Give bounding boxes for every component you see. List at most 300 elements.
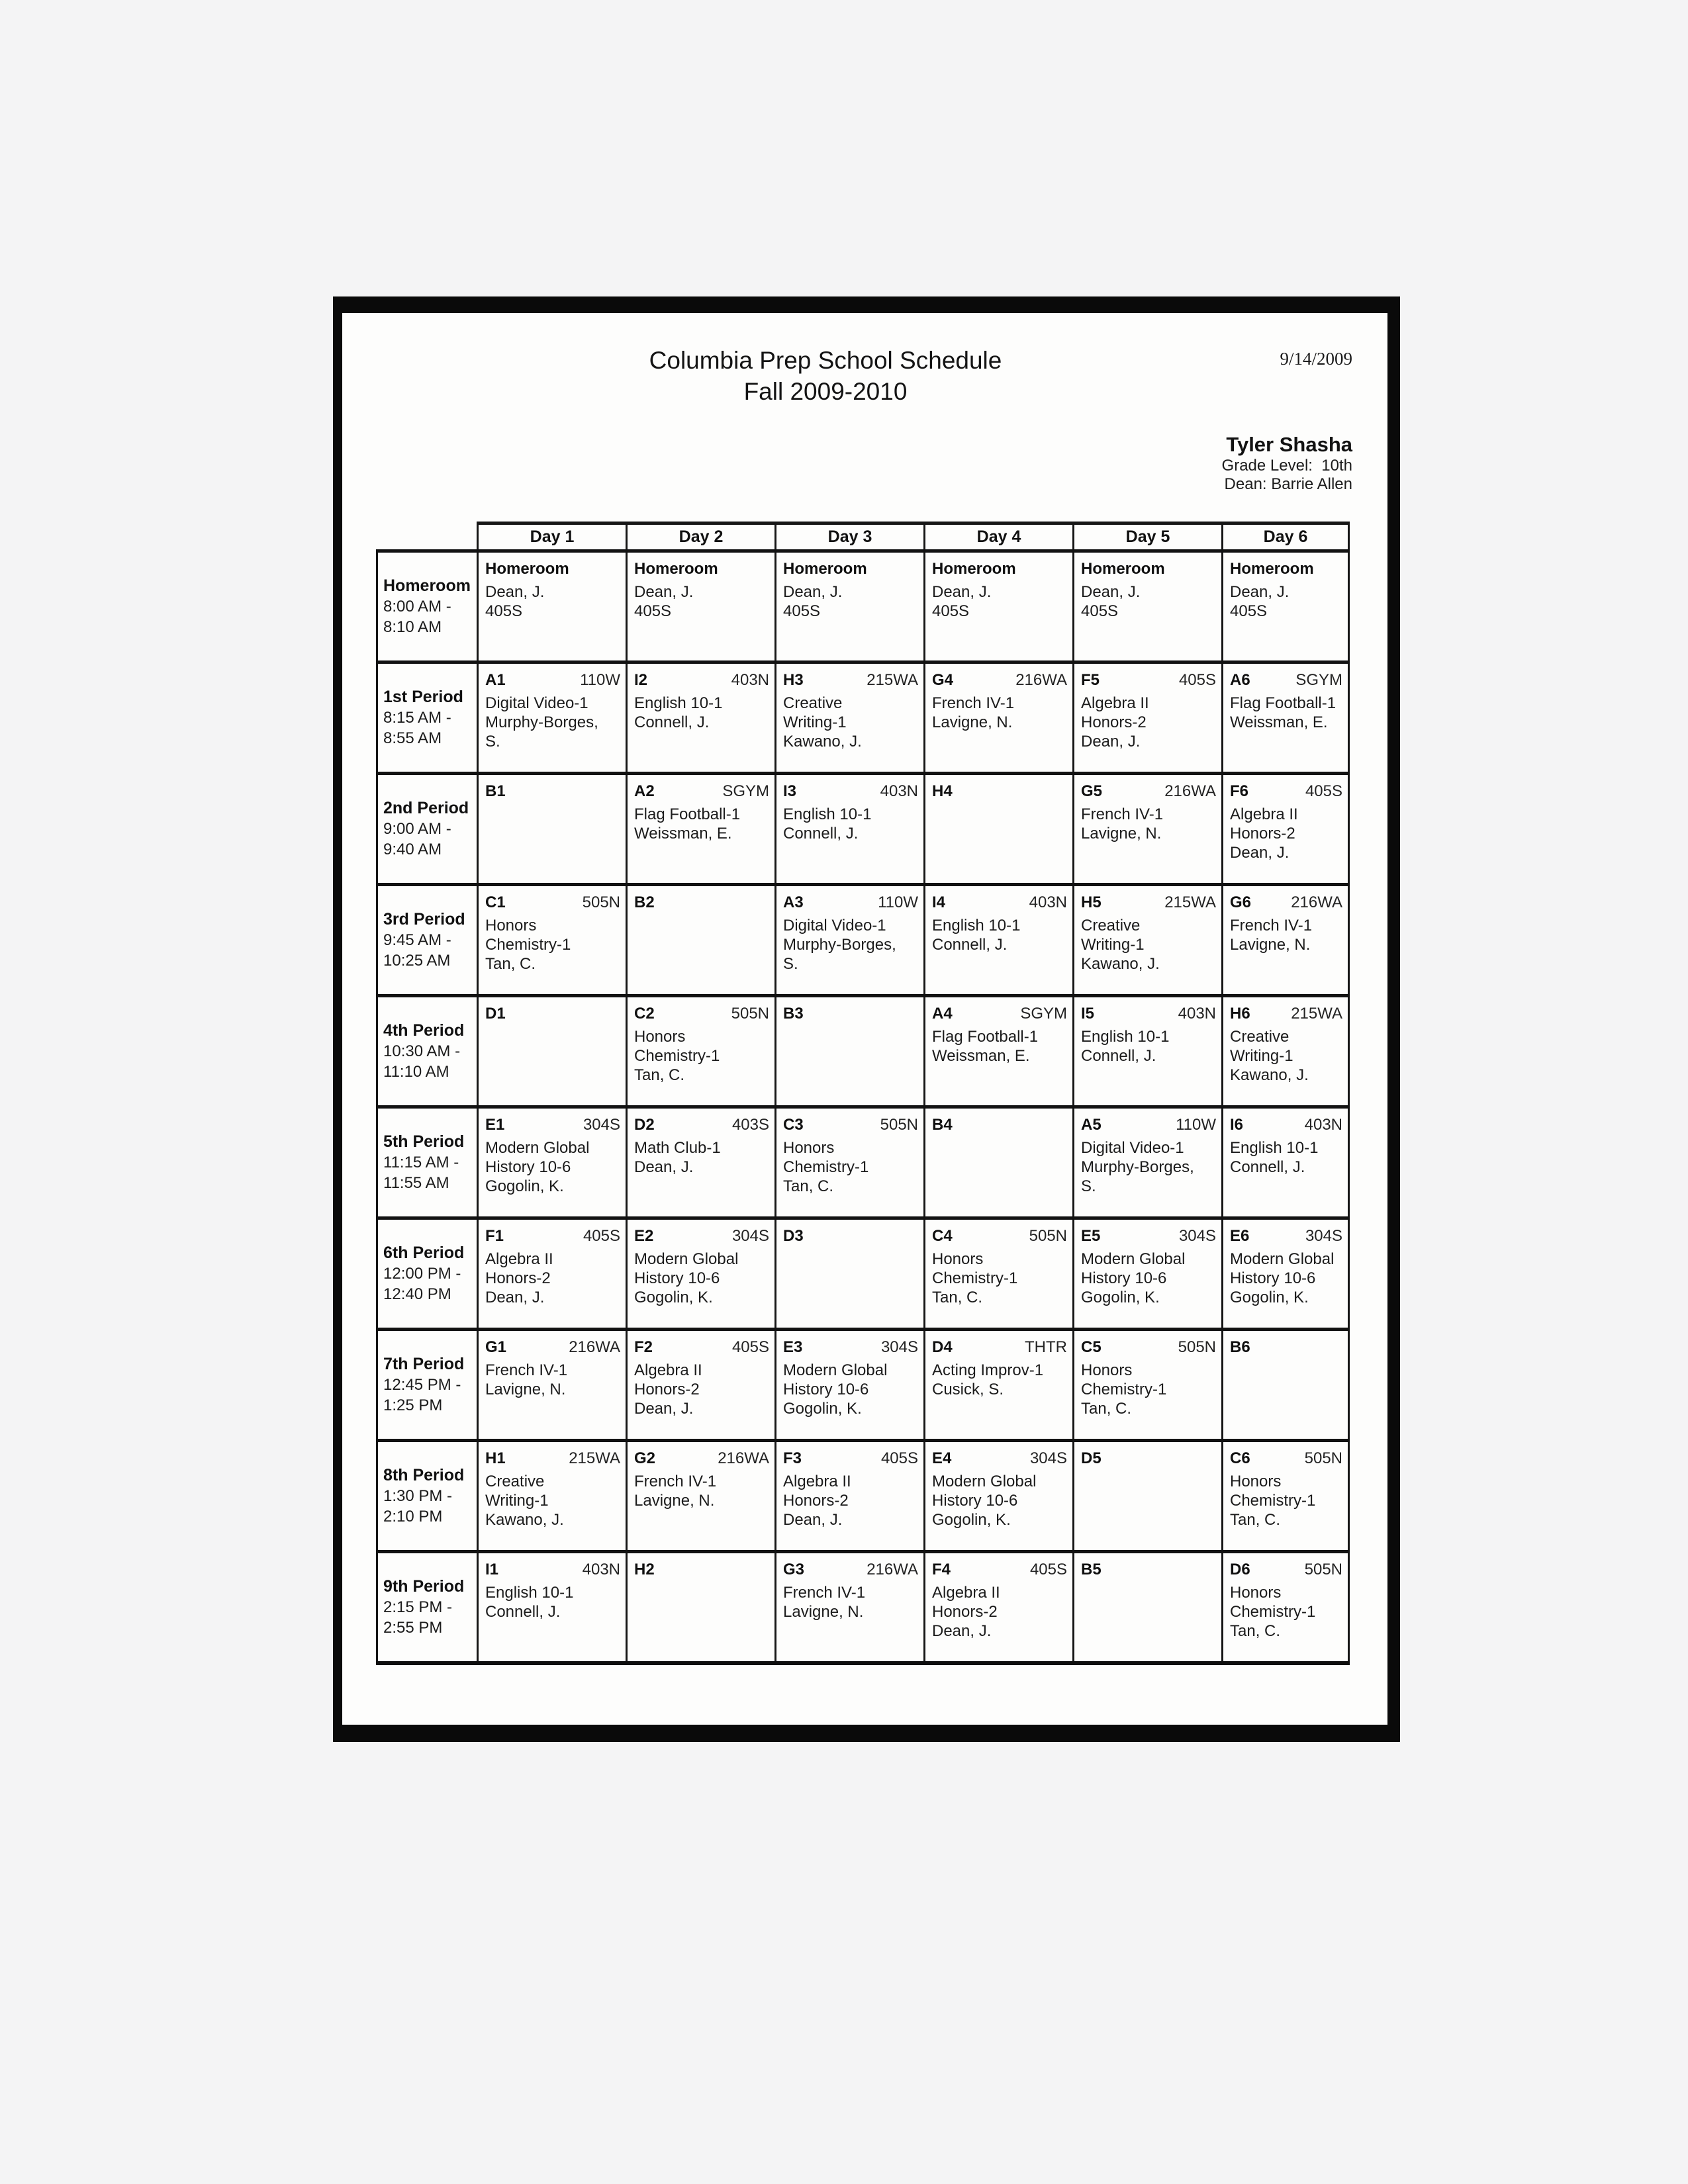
class-cell — [1074, 774, 1223, 885]
class-line: Algebra II — [634, 1361, 702, 1379]
class-line: Honors — [1081, 1361, 1133, 1379]
period-time-end: 11:10 AM — [383, 1063, 449, 1081]
class-room: 110W — [1176, 1116, 1216, 1134]
class-cell-head — [783, 1115, 918, 1134]
class-cell-head — [932, 670, 1067, 690]
class-line: Chemistry-1 — [1230, 1492, 1316, 1510]
class-room: 304S — [1305, 1227, 1342, 1245]
class-code: A6 — [1230, 671, 1250, 689]
class-code: B6 — [1230, 1338, 1250, 1356]
class-cell-head — [1081, 670, 1216, 690]
class-room: SGYM — [1295, 671, 1342, 689]
class-room: 403N — [1178, 1005, 1216, 1023]
class-line: Weissman, E. — [932, 1047, 1030, 1065]
class-room: 110W — [878, 893, 918, 911]
class-code: B4 — [932, 1116, 953, 1134]
class-code: F2 — [634, 1338, 653, 1356]
class-room: 505N — [582, 893, 620, 911]
print-date: 9/14/2009 — [1280, 349, 1352, 369]
class-cell-head — [783, 670, 918, 690]
class-line: French IV-1 — [932, 694, 1015, 712]
class-room: 215WA — [1291, 1005, 1342, 1023]
class-line: Chemistry-1 — [1081, 1381, 1167, 1398]
class-code: D3 — [783, 1227, 804, 1245]
period-time-start: 12:00 PM - — [383, 1265, 461, 1283]
period-name: 4th Period — [383, 1021, 465, 1040]
class-code: D6 — [1230, 1561, 1250, 1578]
class-line: Flag Football-1 — [1230, 694, 1336, 712]
schedule-row — [377, 1107, 1349, 1218]
class-cell-head — [1230, 893, 1342, 912]
class-room: 505N — [1304, 1449, 1342, 1467]
day-header: Day 5 — [1074, 523, 1223, 551]
class-line: Creative — [485, 1473, 545, 1490]
period-label-cell — [377, 1107, 478, 1218]
class-cell-head — [783, 1226, 918, 1246]
class-room: 505N — [1178, 1338, 1216, 1356]
class-line: Tan, C. — [485, 955, 536, 973]
class-code: Homeroom — [783, 560, 867, 578]
class-cell — [1223, 551, 1349, 662]
class-code: H5 — [1081, 893, 1102, 911]
class-line: Honors — [1230, 1584, 1282, 1602]
class-cell-head — [1230, 1226, 1342, 1246]
day-header: Day 2 — [627, 523, 776, 551]
class-cell — [1223, 996, 1349, 1107]
day-header: Day 4 — [925, 523, 1074, 551]
class-room: 505N — [880, 1116, 918, 1134]
class-line: English 10-1 — [932, 917, 1021, 934]
class-cell — [776, 1107, 925, 1218]
class-code: G2 — [634, 1449, 656, 1467]
class-line: Writing-1 — [1230, 1047, 1293, 1065]
class-line: Tan, C. — [1230, 1511, 1281, 1529]
class-cell — [1074, 662, 1223, 774]
class-code: G5 — [1081, 782, 1103, 800]
class-cell — [627, 996, 776, 1107]
class-cell-head — [932, 1338, 1067, 1357]
class-line: Chemistry-1 — [485, 936, 571, 954]
class-code: H4 — [932, 782, 953, 800]
class-cell — [776, 1218, 925, 1330]
class-code: I3 — [783, 782, 797, 800]
class-cell-head — [1081, 1560, 1216, 1579]
class-cell — [925, 662, 1074, 774]
period-label-cell — [377, 551, 478, 662]
class-line: Connell, J. — [1081, 1047, 1156, 1065]
class-cell-head — [1081, 1338, 1216, 1357]
class-code: A4 — [932, 1005, 953, 1023]
class-cell — [776, 1330, 925, 1441]
period-label-cell — [377, 774, 478, 885]
class-code: A1 — [485, 671, 506, 689]
class-line: 405S — [485, 602, 523, 620]
class-line: Dean, J. — [783, 583, 843, 601]
period-name: 1st Period — [383, 688, 463, 706]
period-label-cell — [377, 885, 478, 996]
class-cell — [1223, 1107, 1349, 1218]
class-cell — [478, 885, 627, 996]
class-line: Honors — [634, 1028, 686, 1046]
class-code: H2 — [634, 1561, 655, 1578]
class-cell-head — [1230, 1560, 1342, 1579]
class-line: Flag Football-1 — [932, 1028, 1039, 1046]
class-cell — [478, 662, 627, 774]
class-line: Modern Global — [1081, 1250, 1186, 1268]
class-room: 403N — [1029, 893, 1067, 911]
class-line: Creative — [1081, 917, 1141, 934]
class-cell — [627, 1552, 776, 1663]
student-grade-level: Grade Level: 10th — [1221, 457, 1352, 475]
class-line: Digital Video-1 — [485, 694, 588, 712]
class-cell — [925, 551, 1074, 662]
class-code: A3 — [783, 893, 804, 911]
class-cell-head — [1230, 559, 1342, 578]
class-line: French IV-1 — [1230, 917, 1313, 934]
class-line: Modern Global — [932, 1473, 1037, 1490]
class-cell-head — [932, 1560, 1067, 1579]
class-room: 403N — [731, 671, 769, 689]
schedule-row — [377, 1218, 1349, 1330]
class-line: S. — [783, 955, 798, 973]
class-cell — [925, 774, 1074, 885]
period-time-start: 2:15 PM - — [383, 1598, 453, 1616]
class-cell-head — [634, 1004, 769, 1023]
class-cell-head — [1081, 782, 1216, 801]
class-line: S. — [485, 733, 500, 751]
period-label-cell — [377, 1441, 478, 1552]
class-cell-head — [485, 1338, 620, 1357]
page-body — [342, 313, 1387, 1725]
class-line: Algebra II — [1081, 694, 1149, 712]
class-line: Honors-2 — [485, 1269, 551, 1287]
class-line: Dean, J. — [634, 583, 694, 601]
class-code: H6 — [1230, 1005, 1250, 1023]
class-line: Dean, J. — [485, 583, 545, 601]
class-room: SGYM — [1020, 1005, 1067, 1023]
class-cell — [1223, 1218, 1349, 1330]
class-cell — [478, 1441, 627, 1552]
class-line: Weissman, E. — [634, 825, 732, 842]
class-code: G3 — [783, 1561, 805, 1578]
class-code: E3 — [783, 1338, 803, 1356]
class-cell — [1074, 1107, 1223, 1218]
class-line: Tan, C. — [932, 1289, 983, 1306]
class-line: Modern Global — [634, 1250, 739, 1268]
class-code: E6 — [1230, 1227, 1250, 1245]
class-cell — [776, 551, 925, 662]
class-line: Honors — [1230, 1473, 1282, 1490]
class-code: E4 — [932, 1449, 952, 1467]
period-name: 5th Period — [383, 1132, 465, 1151]
class-cell — [1223, 774, 1349, 885]
class-code: A2 — [634, 782, 655, 800]
class-cell — [1223, 662, 1349, 774]
page-title: Columbia Prep School Schedule — [649, 347, 1002, 374]
class-line: Honors-2 — [1230, 825, 1295, 842]
class-line: Tan, C. — [1230, 1622, 1281, 1640]
class-cell-head — [1081, 1004, 1216, 1023]
class-room: 110W — [580, 671, 620, 689]
class-line: Dean, J. — [634, 1158, 694, 1176]
class-line: Modern Global — [1230, 1250, 1335, 1268]
class-line: History 10-6 — [1230, 1269, 1316, 1287]
class-code: E2 — [634, 1227, 654, 1245]
class-line: Lavigne, N. — [1230, 936, 1311, 954]
class-line: Kawano, J. — [1230, 1066, 1309, 1084]
class-room: 304S — [583, 1116, 620, 1134]
schedule-table — [376, 522, 1350, 1665]
class-cell — [627, 885, 776, 996]
class-code: B3 — [783, 1005, 804, 1023]
class-room: 216WA — [718, 1449, 769, 1467]
class-line: Dean, J. — [932, 1622, 992, 1640]
schedule-row — [377, 996, 1349, 1107]
class-line: Kawano, J. — [1081, 955, 1160, 973]
period-time-end: 8:10 AM — [383, 618, 442, 636]
period-time-end: 10:25 AM — [383, 952, 451, 970]
table-corner — [377, 523, 478, 551]
class-room: 304S — [731, 1227, 769, 1245]
class-line: 405S — [783, 602, 821, 620]
class-cell — [627, 551, 776, 662]
class-cell — [776, 774, 925, 885]
class-code: F4 — [932, 1561, 951, 1578]
schedule-row — [377, 551, 1349, 662]
class-code: G1 — [485, 1338, 507, 1356]
class-line: Modern Global — [485, 1139, 590, 1157]
class-cell — [1074, 1441, 1223, 1552]
class-line: Honors-2 — [783, 1492, 849, 1510]
class-line: Dean, J. — [1081, 583, 1141, 601]
class-cell-head — [1230, 670, 1342, 690]
class-cell-head — [485, 893, 620, 912]
class-line: French IV-1 — [783, 1584, 866, 1602]
class-code: I5 — [1081, 1005, 1095, 1023]
class-cell-head — [634, 893, 769, 912]
period-time-start: 12:45 PM - — [383, 1376, 461, 1394]
class-line: Writing-1 — [485, 1492, 549, 1510]
class-line: Dean, J. — [485, 1289, 545, 1306]
class-line: S. — [1081, 1177, 1096, 1195]
class-line: Connell, J. — [1230, 1158, 1305, 1176]
class-line: Chemistry-1 — [783, 1158, 869, 1176]
class-cell — [1223, 1330, 1349, 1441]
class-cell-head — [1230, 1115, 1342, 1134]
class-line: French IV-1 — [1081, 805, 1164, 823]
class-code: A5 — [1081, 1116, 1102, 1134]
period-time-start: 1:30 PM - — [383, 1487, 453, 1505]
class-line: Gogolin, K. — [1230, 1289, 1309, 1306]
period-time-end: 12:40 PM — [383, 1285, 451, 1303]
class-cell-head — [932, 1226, 1067, 1246]
period-time-end: 11:55 AM — [383, 1174, 449, 1192]
class-cell — [1074, 1330, 1223, 1441]
class-code: B2 — [634, 893, 655, 911]
class-room: 216WA — [1164, 782, 1216, 800]
class-cell — [627, 1330, 776, 1441]
class-code: I6 — [1230, 1116, 1244, 1134]
class-line: History 10-6 — [783, 1381, 869, 1398]
class-line: English 10-1 — [634, 694, 723, 712]
day-header: Day 6 — [1223, 523, 1349, 551]
class-cell-head — [783, 1338, 918, 1357]
class-line: Dean, J. — [932, 583, 992, 601]
class-code: E5 — [1081, 1227, 1101, 1245]
class-code: Homeroom — [932, 560, 1016, 578]
class-room: 216WA — [569, 1338, 620, 1356]
class-cell — [776, 996, 925, 1107]
class-cell — [925, 1330, 1074, 1441]
class-cell-head — [932, 559, 1067, 578]
class-cell-head — [634, 1560, 769, 1579]
class-cell — [627, 1218, 776, 1330]
class-cell-head — [485, 782, 620, 801]
page-title-block — [392, 345, 1259, 407]
class-cell — [776, 662, 925, 774]
class-cell-head — [932, 1004, 1067, 1023]
class-cell — [925, 1552, 1074, 1663]
class-line: 405S — [634, 602, 672, 620]
class-line: Tan, C. — [1081, 1400, 1132, 1418]
class-cell — [478, 774, 627, 885]
class-cell — [627, 1441, 776, 1552]
class-cell-head — [634, 1115, 769, 1134]
class-cell — [478, 551, 627, 662]
period-time-end: 8:55 AM — [383, 729, 442, 747]
class-line: Algebra II — [783, 1473, 851, 1490]
period-name: Homeroom — [383, 576, 471, 595]
class-line: Kawano, J. — [485, 1511, 564, 1529]
class-line: Math Club-1 — [634, 1139, 721, 1157]
class-line: Dean, J. — [783, 1511, 843, 1529]
class-code: C5 — [1081, 1338, 1102, 1356]
class-cell — [478, 1330, 627, 1441]
class-cell-head — [1230, 1338, 1342, 1357]
class-room: 216WA — [1015, 671, 1067, 689]
class-cell — [627, 662, 776, 774]
class-code: E1 — [485, 1116, 505, 1134]
class-cell — [478, 1107, 627, 1218]
class-cell-head — [1081, 1115, 1216, 1134]
class-cell-head — [485, 1115, 620, 1134]
class-code: C3 — [783, 1116, 804, 1134]
class-code: C4 — [932, 1227, 953, 1245]
class-cell — [1074, 885, 1223, 996]
class-cell — [925, 1107, 1074, 1218]
class-line: Algebra II — [1230, 805, 1298, 823]
class-cell-head — [485, 1449, 620, 1468]
class-line: Dean, J. — [1081, 733, 1141, 751]
class-code: C1 — [485, 893, 506, 911]
period-label-cell — [377, 996, 478, 1107]
class-line: Weissman, E. — [1230, 713, 1328, 731]
period-time-end: 9:40 AM — [383, 841, 442, 858]
class-line: Cusick, S. — [932, 1381, 1004, 1398]
class-cell-head — [932, 1115, 1067, 1134]
class-cell-head — [1230, 782, 1342, 801]
class-room: 405S — [880, 1449, 918, 1467]
class-line: Chemistry-1 — [932, 1269, 1018, 1287]
class-line: Dean, J. — [1230, 844, 1289, 862]
class-cell — [925, 1218, 1074, 1330]
class-room: 405S — [731, 1338, 769, 1356]
class-room: 405S — [1305, 782, 1342, 800]
period-name: 7th Period — [383, 1355, 465, 1373]
class-line: Gogolin, K. — [485, 1177, 564, 1195]
class-code: H3 — [783, 671, 804, 689]
class-line: Gogolin, K. — [932, 1511, 1011, 1529]
period-label-cell — [377, 662, 478, 774]
class-cell-head — [783, 1560, 918, 1579]
class-cell — [478, 996, 627, 1107]
class-line: 405S — [1230, 602, 1268, 620]
class-cell — [478, 1218, 627, 1330]
class-cell — [627, 1107, 776, 1218]
schedule-row — [377, 662, 1349, 774]
class-cell — [776, 1552, 925, 1663]
class-line: Connell, J. — [783, 825, 859, 842]
class-line: Connell, J. — [485, 1603, 561, 1621]
period-label-cell — [377, 1218, 478, 1330]
class-code: F5 — [1081, 671, 1100, 689]
class-cell-head — [485, 1560, 620, 1579]
class-room: 215WA — [1164, 893, 1216, 911]
class-room: 215WA — [867, 671, 918, 689]
class-line: Honors — [932, 1250, 984, 1268]
class-room: 304S — [1029, 1449, 1067, 1467]
class-room: 403N — [582, 1561, 620, 1578]
class-cell-head — [634, 1338, 769, 1357]
class-room: 304S — [1178, 1227, 1216, 1245]
class-cell-head — [485, 670, 620, 690]
day-header: Day 3 — [776, 523, 925, 551]
class-room: SGYM — [722, 782, 769, 800]
class-cell-head — [932, 782, 1067, 801]
class-cell-head — [783, 782, 918, 801]
class-line: Honors-2 — [932, 1603, 998, 1621]
class-line: Flag Football-1 — [634, 805, 741, 823]
class-code: Homeroom — [634, 560, 718, 578]
class-cell-head — [1081, 893, 1216, 912]
class-cell-head — [1230, 1449, 1342, 1468]
class-code: F1 — [485, 1227, 504, 1245]
class-line: English 10-1 — [783, 805, 872, 823]
period-name: 8th Period — [383, 1466, 465, 1484]
class-room: 403N — [880, 782, 918, 800]
class-line: English 10-1 — [1081, 1028, 1170, 1046]
class-line: English 10-1 — [485, 1584, 574, 1602]
class-room: 405S — [583, 1227, 620, 1245]
class-code: F6 — [1230, 782, 1249, 800]
class-line: Creative — [1230, 1028, 1289, 1046]
class-code: G4 — [932, 671, 954, 689]
class-code: Homeroom — [1230, 560, 1314, 578]
class-line: Honors-2 — [634, 1381, 700, 1398]
class-line: English 10-1 — [1230, 1139, 1319, 1157]
class-cell — [1223, 885, 1349, 996]
period-time-start: 8:15 AM - — [383, 709, 451, 727]
class-cell-head — [932, 1449, 1067, 1468]
class-line: History 10-6 — [634, 1269, 720, 1287]
class-cell-head — [485, 1226, 620, 1246]
class-cell-head — [783, 559, 918, 578]
class-cell — [1074, 1218, 1223, 1330]
class-line: Acting Improv-1 — [932, 1361, 1044, 1379]
period-name: 9th Period — [383, 1576, 465, 1596]
period-name: 6th Period — [383, 1244, 465, 1262]
class-code: C2 — [634, 1005, 655, 1023]
